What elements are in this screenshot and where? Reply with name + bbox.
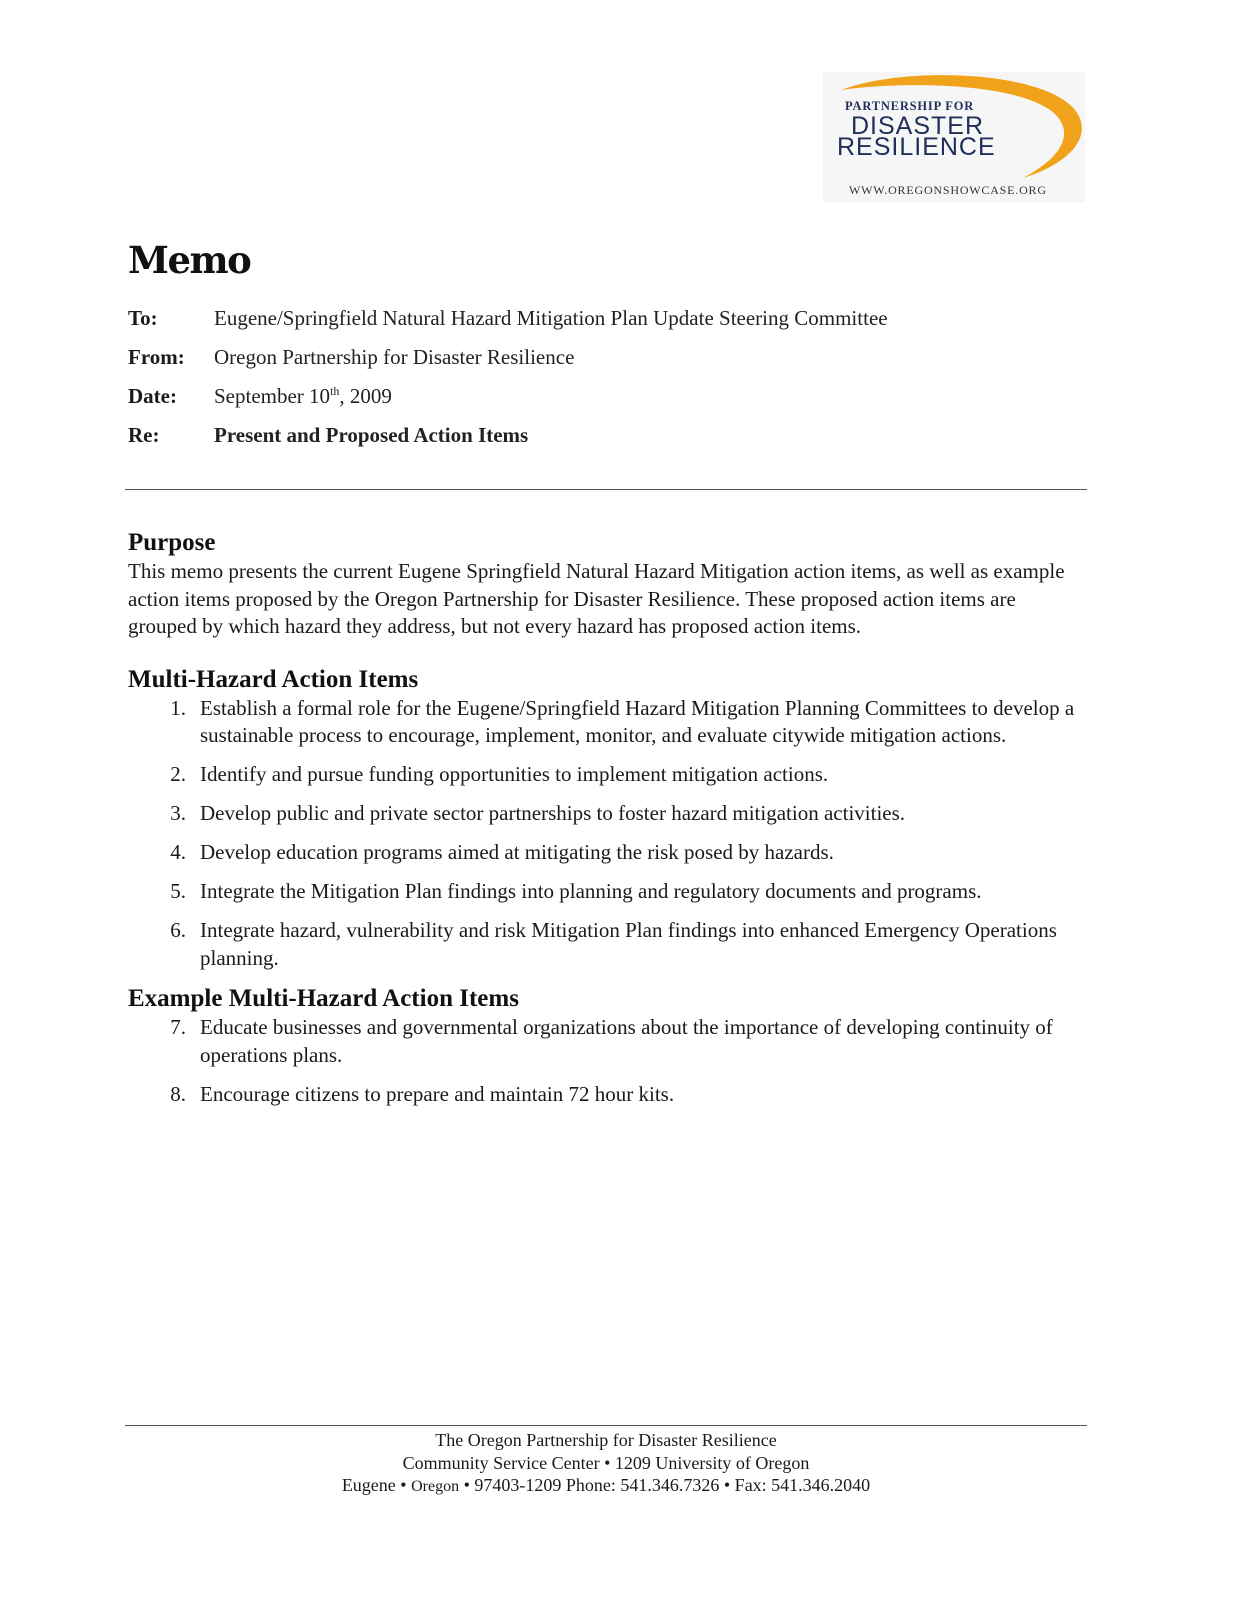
multi-hazard-list — [128, 695, 1088, 973]
list-item — [128, 1081, 1088, 1109]
memo-body — [128, 528, 1088, 1120]
item-text: Develop education programs aimed at mitigating the risk posed by hazards. — [200, 840, 834, 864]
date-row — [128, 384, 1088, 423]
footer-contact — [125, 1474, 1087, 1499]
date-label: Date: — [128, 384, 177, 408]
from-row — [128, 345, 1088, 384]
item-number: 5. — [170, 879, 186, 903]
to-row — [128, 306, 1088, 345]
logo-graphic — [823, 72, 1085, 202]
list-item — [128, 761, 1088, 789]
from-value: Oregon Partnership for Disaster Resilience — [214, 345, 575, 369]
date-prefix: September 10 — [214, 384, 331, 408]
footer-city: Eugene • — [341, 1475, 412, 1495]
example-multi-hazard-list — [128, 1014, 1088, 1108]
re-value: Present and Proposed Action Items — [214, 423, 529, 447]
purpose-text: This memo presents the current Eugene Springfield Natural Hazard Mitigation action items, as well as example action items proposed by the Oregon Partnership for Disaster Resilience. These proposed action items are grouped by which hazard they address, but not every hazard has proposed action items. — [128, 559, 1065, 638]
item-number: 4. — [170, 840, 186, 864]
item-number: 3. — [170, 801, 186, 825]
logo-url: WWW.OREGONSHOWCASE.ORG — [849, 183, 1047, 197]
list-item — [128, 917, 1088, 972]
item-text: Educate businesses and governmental organizations about the importance of developing continuity of operations plans. — [200, 1015, 1053, 1067]
list-item — [128, 878, 1088, 906]
memo-header — [128, 306, 1088, 462]
example-multi-hazard-heading: Example Multi-Hazard Action Items — [128, 985, 519, 1012]
logo-line1: PARTNERSHIP FOR — [845, 99, 975, 113]
footer-org-name: The Oregon Partnership for Disaster Resilience — [435, 1430, 777, 1450]
list-item — [128, 839, 1088, 867]
item-text: Establish a formal role for the Eugene/Springfield Hazard Mitigation Planning Committees to develop a sustainable process to encourage, implement, monitor, and evaluate citywide mitigation actions. — [200, 695, 1075, 747]
footer-divider — [125, 1425, 1087, 1426]
item-number: 1. — [170, 695, 186, 720]
list-item — [128, 800, 1088, 828]
logo-line3: RESILIENCE — [837, 133, 996, 161]
from-label: From: — [128, 345, 185, 369]
multi-hazard-heading: Multi-Hazard Action Items — [128, 665, 419, 693]
partnership-logo — [823, 72, 1085, 202]
header-divider — [125, 489, 1087, 490]
item-text: Identify and pursue funding opportunities to implement mitigation actions. — [200, 762, 829, 786]
list-item — [128, 1014, 1088, 1069]
footer-phone-fax: • 97403-1209 Phone: 541.346.7326 • Fax: 541.346.2040 — [459, 1475, 871, 1495]
purpose-heading: Purpose — [128, 529, 216, 556]
to-value: Eugene/Springfield Natural Hazard Mitigation Plan Update Steering Committee — [214, 306, 888, 330]
date-suffix: , 2009 — [339, 384, 392, 408]
date-value — [214, 384, 392, 409]
item-text: Develop public and private sector partnerships to foster hazard mitigation activities. — [200, 801, 906, 825]
item-number: 8. — [170, 1081, 186, 1106]
item-text: Encourage citizens to prepare and maintain 72 hour kits. — [200, 1081, 675, 1106]
item-number: 7. — [170, 1015, 186, 1039]
date-superscript: th — [330, 384, 340, 398]
footer — [125, 1429, 1087, 1499]
logo-line2: DISASTER — [851, 112, 985, 140]
item-text: Integrate the Mitigation Plan findings into planning and regulatory documents and programs. — [200, 879, 982, 903]
memo-title: Memo — [128, 238, 251, 282]
item-number: 6. — [170, 918, 186, 942]
item-text: Integrate hazard, vulnerability and risk Mitigation Plan findings into enhanced Emergency Operations planning. — [200, 918, 1057, 970]
list-item — [128, 695, 1088, 750]
re-row — [128, 423, 1088, 462]
footer-state: Oregon — [411, 1478, 460, 1495]
footer-address: Community Service Center • 1209 University of Oregon — [402, 1452, 810, 1473]
item-number: 2. — [170, 762, 186, 786]
re-label: Re: — [128, 423, 160, 447]
to-label: To: — [128, 306, 158, 330]
